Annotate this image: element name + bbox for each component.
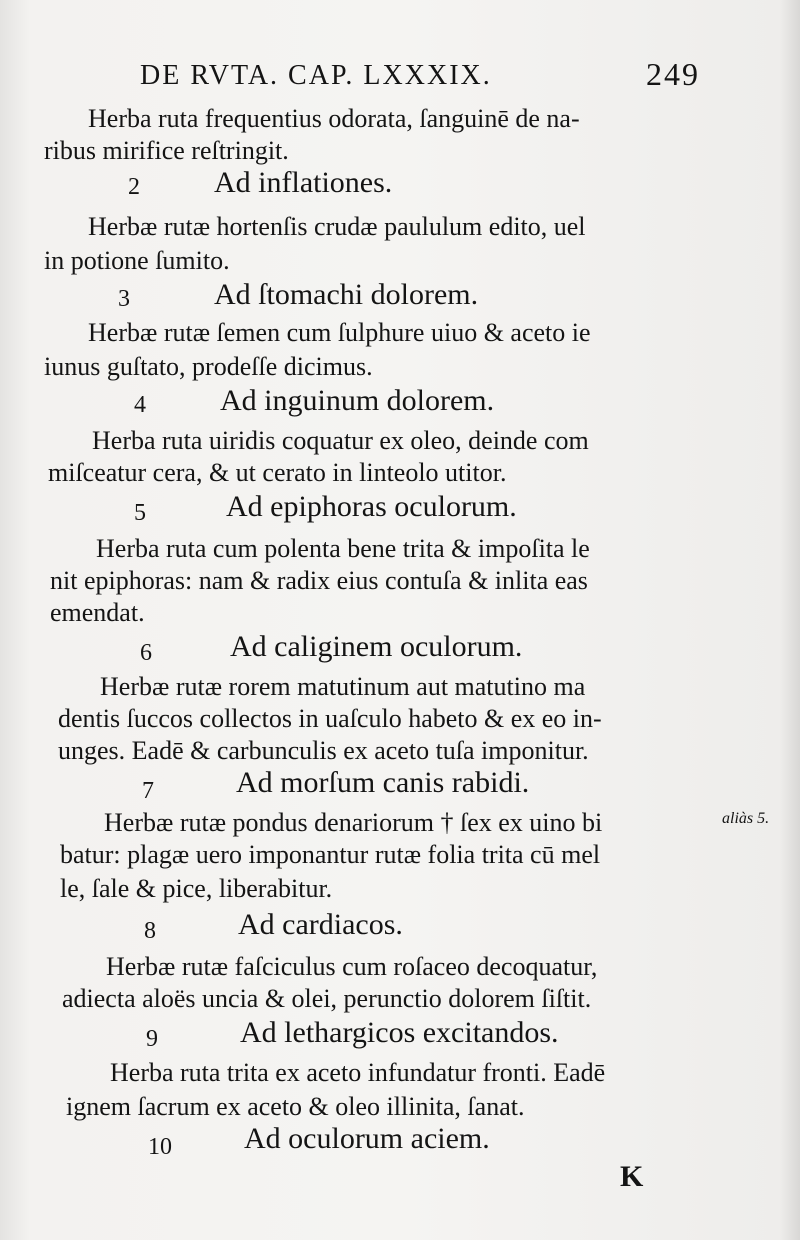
page-header xyxy=(140,56,700,96)
running-title: DE RVTA. CAP. LXXXIX. xyxy=(140,60,492,91)
text-line: Herbæ rutæ hortenſis crudæ paululum edito, uel xyxy=(88,212,586,241)
bleed-through-text xyxy=(600,110,790,1190)
text-line: Herba ruta uiridis coquatur ex oleo, deinde com xyxy=(92,426,589,455)
section-number: 9 xyxy=(146,1026,158,1052)
text-line: miſceatur cera, & ut cerato in linteolo utitor. xyxy=(48,458,507,487)
section-number: 3 xyxy=(118,286,130,312)
section-heading: Ad morſum canis rabidi. xyxy=(236,766,530,799)
text-line: Herba ruta cum polenta bene trita & impoſita le xyxy=(96,534,590,563)
section-heading: Ad epiphoras oculorum. xyxy=(226,490,517,523)
section-number: 4 xyxy=(134,392,146,418)
text-line: unges. Eadē & carbunculis ex aceto tuſa imponitur. xyxy=(58,736,589,765)
text-line: Herbæ rutæ rorem matutinum aut matutino ma xyxy=(100,672,586,701)
text-line: Herba ruta trita ex aceto infundatur fronti. Eadē xyxy=(110,1058,606,1087)
section-number: 2 xyxy=(128,174,140,200)
section-heading: Ad lethargicos excitandos. xyxy=(240,1016,559,1049)
margin-note: aliàs 5. xyxy=(722,810,770,827)
text-line: adiecta aloës uncia & olei, perunctio dolorem ſiſtit. xyxy=(62,984,592,1013)
text-line: in potione ſumito. xyxy=(44,246,230,275)
text-line: iunus guſtato, prodeſſe dicimus. xyxy=(44,352,373,381)
section-number: 6 xyxy=(140,640,152,666)
text-line: emendat. xyxy=(50,598,145,627)
text-line: nit epiphoras: nam & radix eius contuſa & inlita eas xyxy=(50,566,588,595)
text-line: Herbæ rutæ faſciculus cum roſaceo decoquatur, xyxy=(106,952,598,981)
section-number: 7 xyxy=(142,778,154,804)
text-line: Herba ruta frequentius odorata, ſanguinē de na- xyxy=(88,104,580,133)
text-line: batur: plagæ uero imponantur rutæ folia trita cū mel xyxy=(60,840,601,869)
section-heading: Ad inguinum dolorem. xyxy=(220,384,495,417)
text-line: dentis ſuccos collectos in uaſculo habeto & ex eo in- xyxy=(58,704,602,733)
text-line: ribus mirifice reſtringit. xyxy=(44,136,289,165)
section-heading: Ad inflationes. xyxy=(214,166,393,199)
section-number: 8 xyxy=(144,918,156,944)
signature-mark: K xyxy=(620,1160,644,1193)
section-heading: Ad caliginem oculorum. xyxy=(230,630,523,663)
text-line: Herbæ rutæ pondus denariorum † ſex ex uino bi xyxy=(104,808,603,837)
section-number: 5 xyxy=(134,500,146,526)
section-heading: Ad cardiacos. xyxy=(238,908,403,941)
folio-number: 249 xyxy=(646,56,700,92)
section-heading: Ad ſtomachi dolorem. xyxy=(214,278,479,311)
section-number: 10 xyxy=(148,1134,172,1160)
section-heading: Ad oculorum aciem. xyxy=(244,1122,490,1155)
text-line: le, ſale & pice, liberabitur. xyxy=(60,874,333,903)
text-line: Herbæ rutæ ſemen cum ſulphure uiuo & aceto ie xyxy=(88,318,591,347)
text-line: ignem ſacrum ex aceto & oleo illinita, ſanat. xyxy=(66,1092,525,1121)
